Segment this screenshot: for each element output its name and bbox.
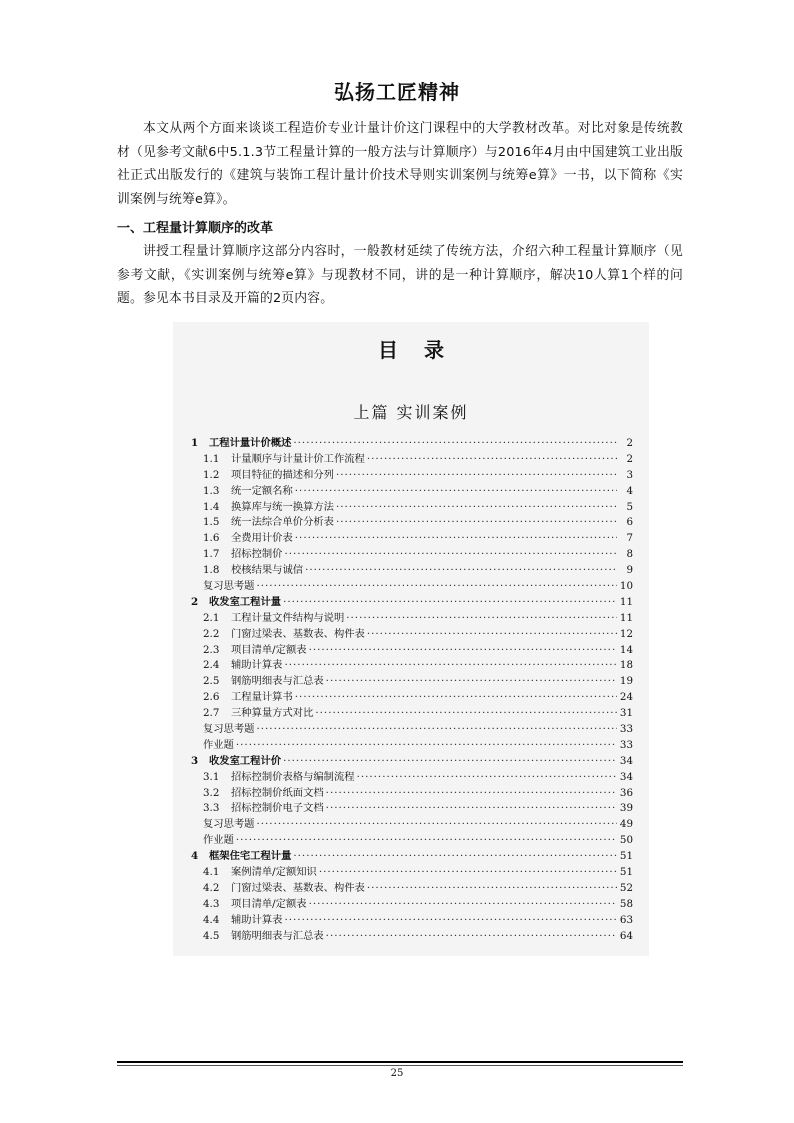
footer-rule bbox=[117, 1061, 683, 1063]
toc-entry-number: 1.3 bbox=[203, 484, 220, 497]
toc-entry bbox=[191, 515, 633, 531]
toc-leader-dots bbox=[319, 865, 617, 881]
toc-entry-page: 2 bbox=[626, 437, 633, 449]
toc-entry-page: 58 bbox=[619, 897, 633, 910]
toc-entry-title: 收发室工程计价 bbox=[209, 754, 282, 767]
toc-entry bbox=[191, 786, 633, 802]
toc-entry-title: 项目清单/定额表 bbox=[231, 897, 307, 910]
toc-entry-title: 钢筋明细表与汇总表 bbox=[231, 929, 324, 942]
toc-entry-title: 门窗过梁表、基数表、构件表 bbox=[231, 881, 365, 894]
toc-entry-number: 3.2 bbox=[203, 786, 220, 799]
toc-entry-page: 6 bbox=[626, 516, 633, 529]
toc-entry-title: 统一定额名称 bbox=[231, 484, 293, 497]
intro-paragraph: 本文从两个方面来谈谈工程造价专业计量计价这门课程中的大学教材改革。对比对象是传统教材（见参考文献6中5.1.3节工程量计算的一般方法与计算顺序）与2016年4月由中国建筑工业出版社正式出版发行的《建筑与装饰工程计量计价技术导则实训案例与统筹e算》一书，以下简称《实训案例与统筹e算》。 bbox=[117, 121, 683, 207]
toc-entry bbox=[191, 690, 633, 706]
toc-entry-page: 12 bbox=[619, 627, 633, 640]
toc-entry-number: 2.1 bbox=[203, 611, 220, 624]
toc-entry bbox=[191, 738, 633, 754]
toc-leader-dots bbox=[284, 658, 617, 674]
toc-entry-page: 9 bbox=[626, 564, 633, 577]
toc-entry-page: 33 bbox=[619, 738, 633, 751]
toc-leader-dots bbox=[326, 786, 617, 802]
toc-entry-title: 统一法综合单价分析表 bbox=[231, 516, 334, 529]
toc-entry-number: 2.7 bbox=[203, 707, 220, 720]
toc-entry-page: 50 bbox=[619, 834, 633, 847]
toc-entry bbox=[191, 611, 633, 627]
toc-entry-page: 33 bbox=[619, 723, 633, 736]
toc-entry bbox=[191, 436, 633, 452]
toc-entry-title: 工程量计算书 bbox=[231, 691, 293, 704]
toc-entry-number: 4.2 bbox=[203, 881, 220, 894]
toc-entry-number: 2.3 bbox=[203, 643, 220, 656]
footer-rule-thin bbox=[117, 1065, 683, 1066]
toc-entry-title: 钢筋明细表与汇总表 bbox=[231, 675, 324, 688]
toc-entry-page: 34 bbox=[619, 770, 633, 783]
toc-entry bbox=[191, 452, 633, 468]
toc-entry-title: 招标控制价表格与编制流程 bbox=[231, 770, 355, 783]
toc-entry-title: 辅助计算表 bbox=[231, 659, 283, 672]
toc-entry-page: 18 bbox=[619, 659, 633, 672]
toc-entry bbox=[191, 627, 633, 643]
toc-entry-title: 校核结果与诚信 bbox=[231, 564, 304, 577]
toc-entry bbox=[191, 881, 633, 897]
toc-entry-number: 2 bbox=[191, 595, 199, 608]
toc-entry-title: 计量顺序与计量计价工作流程 bbox=[231, 452, 365, 465]
document-title: 弘扬工匠精神 bbox=[334, 80, 460, 104]
toc-leader-dots bbox=[295, 531, 617, 547]
toc-leader-dots bbox=[256, 579, 617, 595]
toc-leader-dots bbox=[309, 643, 617, 659]
toc-leader-dots bbox=[236, 738, 617, 754]
toc-entry-number: 1.4 bbox=[203, 500, 220, 513]
toc-entry-title: 门窗过梁表、基数表、构件表 bbox=[231, 627, 365, 640]
toc-entry-title: 招标控制价 bbox=[231, 548, 283, 561]
toc-entry bbox=[191, 484, 633, 500]
toc-entry-number: 3.1 bbox=[203, 770, 220, 783]
toc-entry-number: 1.1 bbox=[203, 452, 220, 465]
toc-header: 目录 bbox=[378, 338, 470, 362]
toc-entry bbox=[191, 706, 633, 722]
toc-entry bbox=[191, 674, 633, 690]
toc-entry bbox=[191, 770, 633, 786]
toc-entry bbox=[191, 849, 633, 865]
toc-entry bbox=[191, 500, 633, 516]
toc-entry bbox=[191, 643, 633, 659]
toc-leader-dots bbox=[283, 595, 617, 611]
body-paragraph: 讲授工程量计算顺序这部分内容时，一般教材延续了传统方法，介绍六种工程量计算顺序（见参考文献，《实训案例与统筹e算》与现教材不同，讲的是一种计算顺序，解决10人算1个样的问题。参见本书目录及开篇的2页内容。 bbox=[117, 244, 683, 306]
toc-entry-title: 三种算量方式对比 bbox=[231, 707, 314, 720]
toc-entry-number: 2.6 bbox=[203, 691, 220, 704]
toc-leader-dots bbox=[336, 500, 617, 516]
toc-leader-dots bbox=[367, 881, 617, 897]
toc-entry-page: 31 bbox=[619, 707, 633, 720]
toc-entry-number: 4 bbox=[191, 850, 199, 863]
toc-entry-title: 招标控制价电子文档 bbox=[231, 802, 324, 815]
toc-entry-page: 4 bbox=[626, 484, 633, 497]
toc-entry-title: 辅助计算表 bbox=[231, 913, 283, 926]
toc-leader-dots bbox=[283, 754, 617, 770]
toc-leader-dots bbox=[284, 547, 617, 563]
toc-entry-page: 10 bbox=[619, 580, 633, 593]
toc-entry-number: 1.2 bbox=[203, 468, 220, 481]
toc-entry-page: 49 bbox=[619, 818, 633, 831]
toc-entry-page: 2 bbox=[626, 452, 633, 465]
toc-part-title: 上篇 实训案例 bbox=[353, 403, 469, 422]
toc-entry bbox=[191, 547, 633, 563]
toc-entry-title: 招标控制价纸面文档 bbox=[231, 786, 324, 799]
toc-entry-page: 51 bbox=[619, 866, 633, 879]
toc-leader-dots bbox=[336, 468, 617, 484]
toc-entry-page: 3 bbox=[626, 468, 633, 481]
toc-entry-page: 14 bbox=[619, 643, 633, 656]
toc-entry-page: 63 bbox=[619, 913, 633, 926]
toc-entry-number: 1.7 bbox=[203, 548, 220, 561]
toc-entry-title: 项目特征的描述和分列 bbox=[231, 468, 334, 481]
toc-entry-page: 24 bbox=[619, 691, 633, 704]
toc-entry-title: 框架住宅工程计量 bbox=[209, 850, 292, 863]
toc-entry-number: 2.5 bbox=[203, 675, 220, 688]
toc-entry-page: 11 bbox=[619, 595, 633, 608]
toc-leader-dots bbox=[357, 770, 617, 786]
toc-entry-title: 收发室工程计量 bbox=[209, 595, 282, 608]
toc-entry-page: 5 bbox=[626, 500, 633, 513]
toc-entry-number: 4.1 bbox=[203, 866, 220, 879]
toc-entry-number: 1.6 bbox=[203, 532, 220, 545]
toc-entry-number: 3 bbox=[191, 754, 199, 767]
toc-entry-number: 3.3 bbox=[203, 802, 220, 815]
toc-leader-dots bbox=[326, 674, 617, 690]
toc-entry-page: 52 bbox=[619, 881, 633, 894]
section-heading: 一、工程量计算顺序的改革 bbox=[117, 221, 274, 236]
toc-entry-title: 复习思考题 bbox=[203, 723, 255, 736]
toc-entry-title: 作业题 bbox=[203, 834, 234, 847]
toc-entry-number: 4.4 bbox=[203, 913, 220, 926]
toc-entry bbox=[191, 897, 633, 913]
toc-leader-dots bbox=[295, 690, 617, 706]
toc-leader-dots bbox=[256, 722, 617, 738]
toc-entry bbox=[191, 833, 633, 849]
toc-entry bbox=[191, 801, 633, 817]
toc-entry-page: 51 bbox=[619, 850, 633, 863]
toc-entry-number: 1.8 bbox=[203, 564, 220, 577]
toc-entry bbox=[191, 579, 633, 595]
toc-entry-page: 34 bbox=[619, 754, 633, 767]
toc-leader-dots bbox=[326, 929, 617, 945]
toc-entry-title: 工程计量文件结构与说明 bbox=[231, 611, 345, 624]
toc-entry bbox=[191, 865, 633, 881]
toc-entry bbox=[191, 468, 633, 484]
toc-entry-title: 项目清单/定额表 bbox=[231, 643, 307, 656]
toc-leader-dots bbox=[346, 611, 617, 627]
toc-entry-page: 11 bbox=[619, 611, 633, 624]
toc-entry-number: 4.3 bbox=[203, 897, 220, 910]
page-number: 25 bbox=[390, 1068, 404, 1079]
toc-entry-number: 2.2 bbox=[203, 627, 220, 640]
toc-entry-title: 换算库与统一换算方法 bbox=[231, 500, 334, 513]
toc-leader-dots bbox=[293, 849, 617, 865]
table-of-contents-scan bbox=[173, 322, 649, 956]
toc-entry bbox=[191, 595, 633, 611]
toc-entry-page: 36 bbox=[619, 786, 633, 799]
toc-leader-dots bbox=[295, 484, 617, 500]
toc-leader-dots bbox=[367, 627, 617, 643]
toc-entry bbox=[191, 817, 633, 833]
toc-entry-page: 8 bbox=[626, 548, 633, 561]
toc-leader-dots bbox=[315, 706, 617, 722]
toc-entry-number: 1 bbox=[191, 437, 199, 449]
toc-entry-page: 64 bbox=[619, 929, 633, 942]
toc-leader-dots bbox=[236, 833, 617, 849]
toc-entry-number: 1.5 bbox=[203, 516, 220, 529]
toc-entry bbox=[191, 913, 633, 929]
toc-entry-title: 案例清单/定额知识 bbox=[231, 866, 317, 879]
toc-entry-number: 2.4 bbox=[203, 659, 220, 672]
toc-entry bbox=[191, 722, 633, 738]
toc-entry-title: 全费用计价表 bbox=[231, 532, 293, 545]
toc-entry-page: 19 bbox=[619, 675, 633, 688]
toc-leader-dots bbox=[367, 452, 617, 468]
toc-entry bbox=[191, 563, 633, 579]
toc-entry-page: 39 bbox=[619, 802, 633, 815]
toc-entry bbox=[191, 531, 633, 547]
toc-entry-title: 复习思考题 bbox=[203, 818, 255, 831]
toc-leader-dots bbox=[305, 563, 617, 579]
toc-entry-title: 作业题 bbox=[203, 738, 234, 751]
toc-list bbox=[191, 436, 633, 945]
toc-entry-page: 7 bbox=[626, 532, 633, 545]
toc-entry-number: 4.5 bbox=[203, 929, 220, 942]
toc-leader-dots bbox=[336, 515, 617, 531]
toc-entry bbox=[191, 929, 633, 945]
toc-leader-dots bbox=[293, 436, 617, 452]
toc-leader-dots bbox=[309, 897, 617, 913]
toc-entry-title: 工程计量计价概述 bbox=[209, 437, 292, 449]
toc-leader-dots bbox=[256, 817, 617, 833]
toc-leader-dots bbox=[284, 913, 617, 929]
toc-entry-title: 复习思考题 bbox=[203, 580, 255, 593]
toc-entry bbox=[191, 658, 633, 674]
toc-leader-dots bbox=[326, 801, 617, 817]
toc-entry bbox=[191, 754, 633, 770]
